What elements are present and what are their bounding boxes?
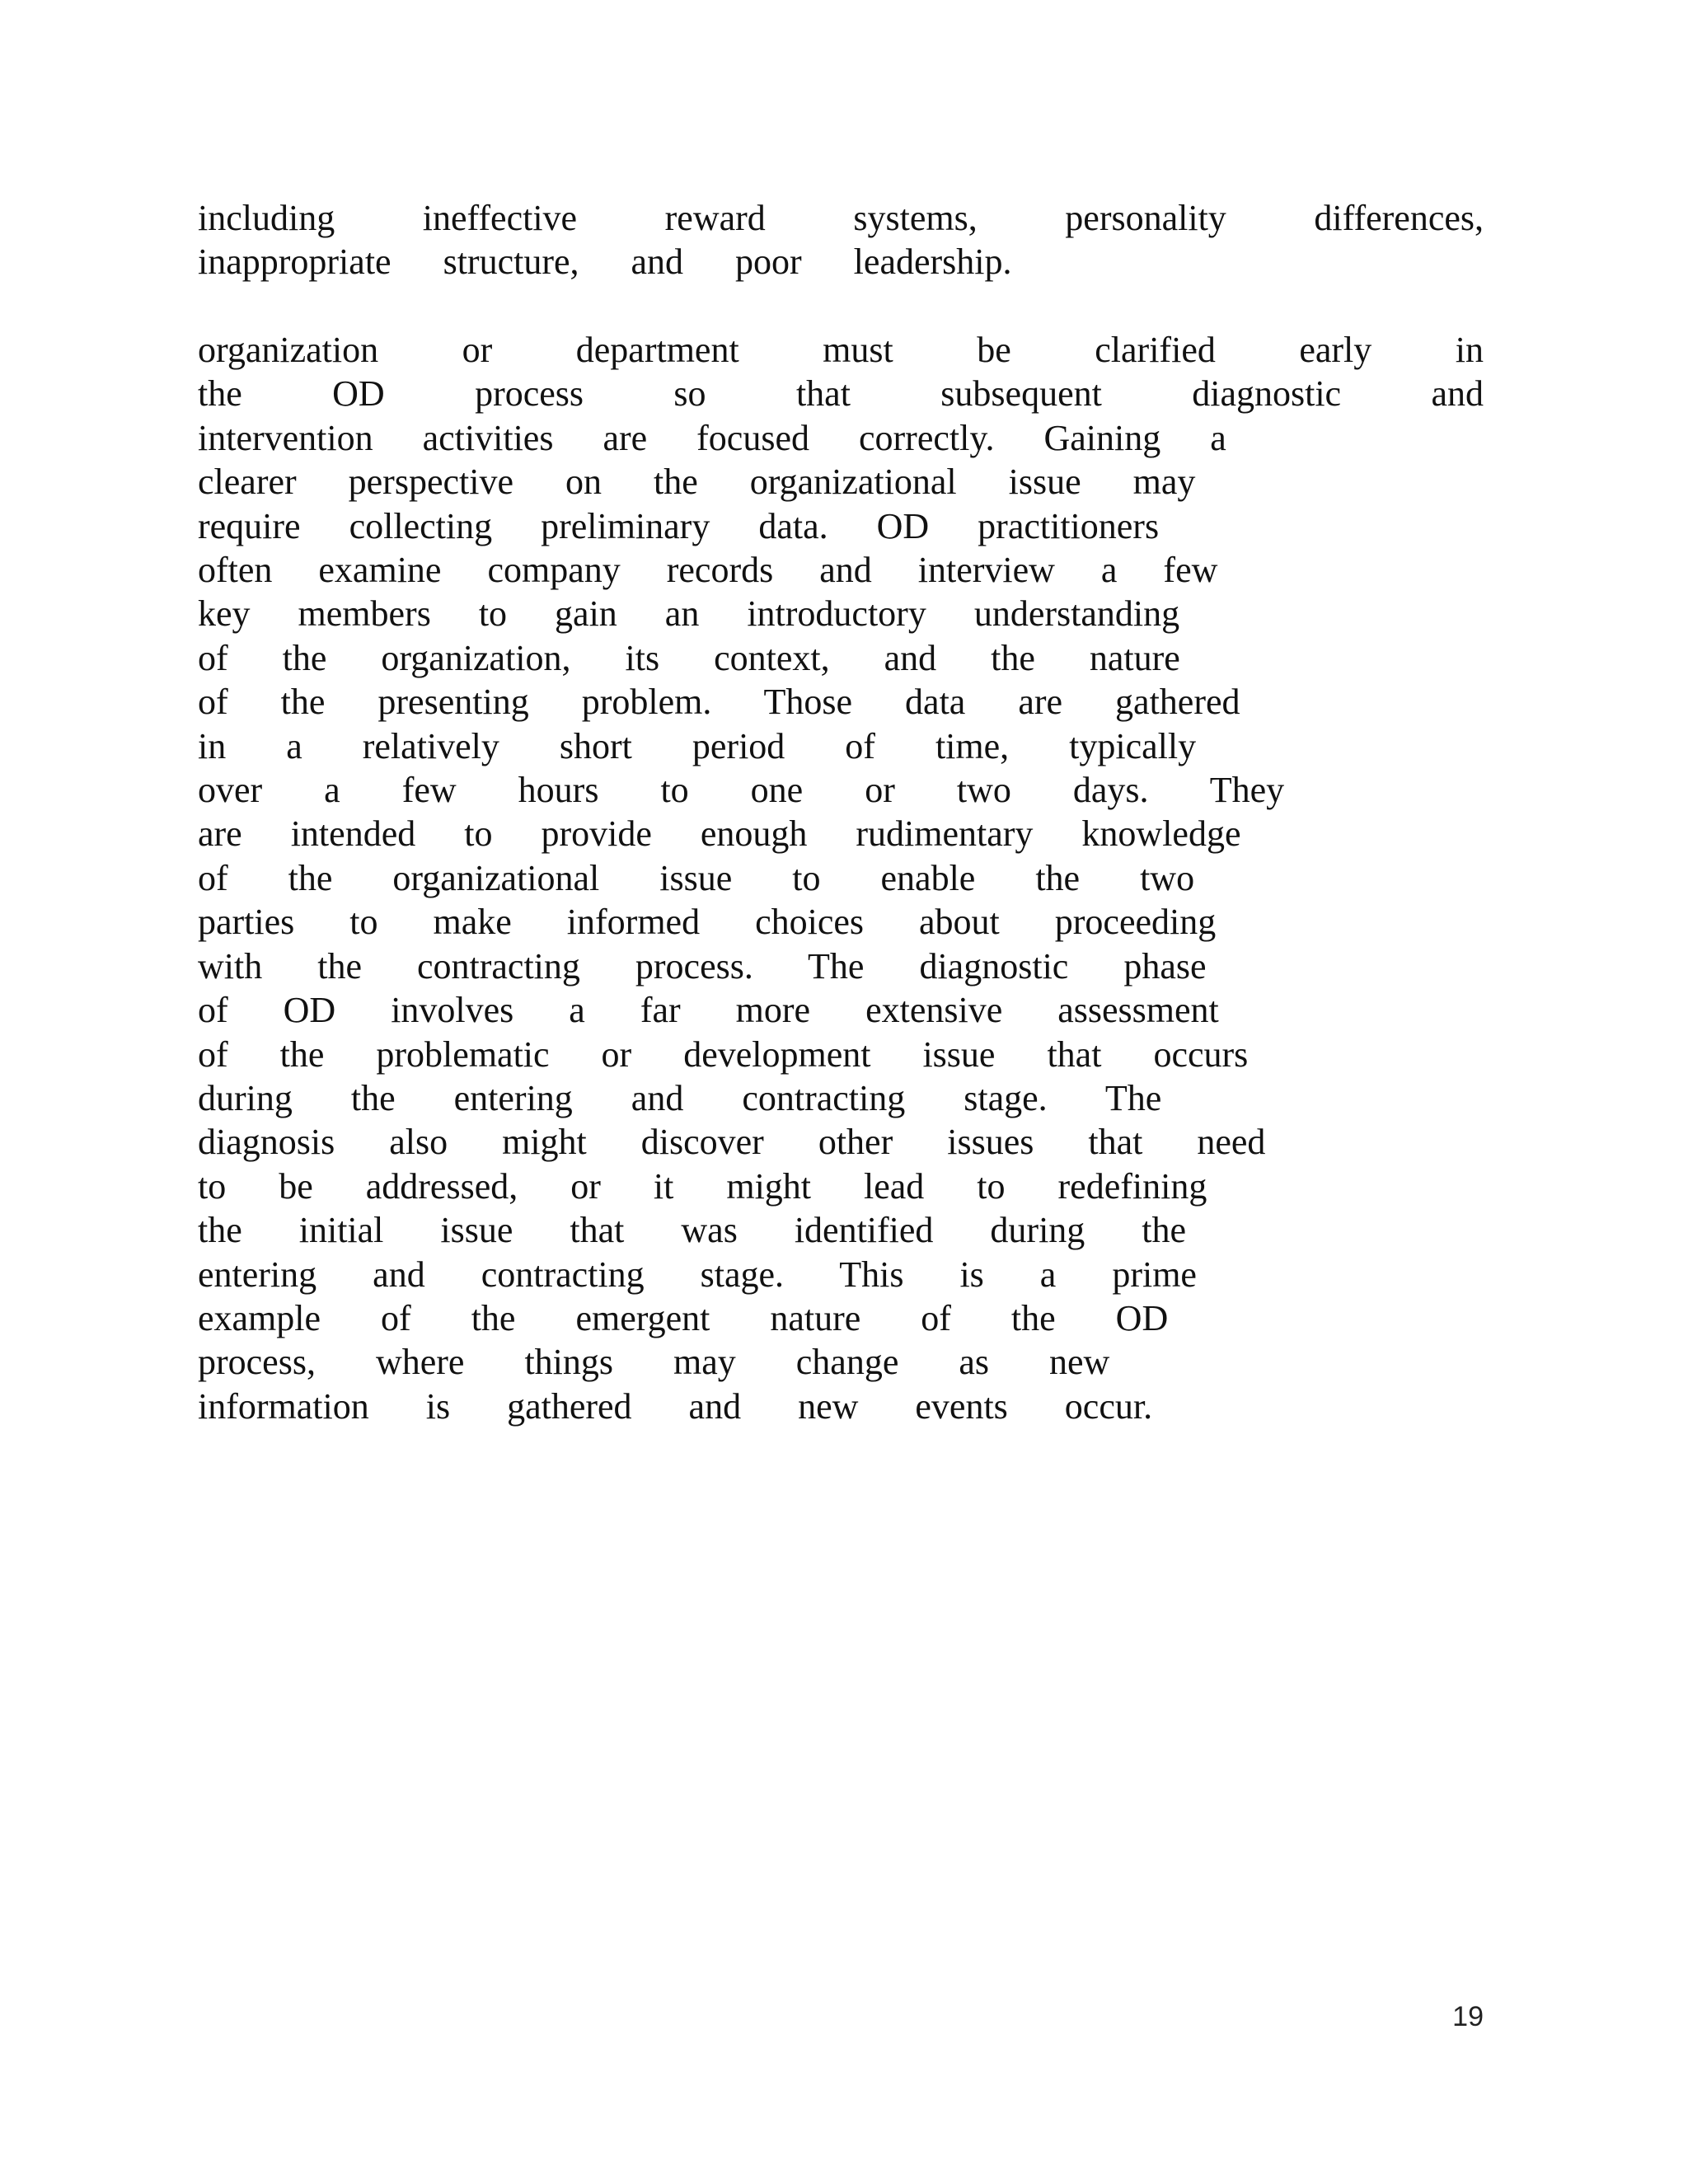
text-line: with the contracting process. The diagnostic phase (198, 945, 1207, 987)
text-line: information is gathered and new events occur. (198, 1385, 1153, 1427)
text-line: parties to make informed choices about proceeding (198, 902, 1217, 943)
text-line: the initial issue that was identified during the (198, 1210, 1187, 1251)
text-line: clearer perspective on the organizational issue may (198, 462, 1196, 503)
text-line: entering and contracting stage. This is a prime (198, 1254, 1197, 1295)
text-line: organization or department must be clarified early in (198, 330, 1484, 370)
text-line: including ineffective reward systems, personality differences, (198, 198, 1484, 238)
page-number: 19 (1452, 2001, 1484, 2032)
text-line: the OD process so that subsequent diagnostic and (198, 373, 1484, 415)
text-line: of the problematic or development issue that occurs (198, 1033, 1249, 1075)
text-line: of the organizational issue to enable the two (198, 857, 1195, 898)
text-line: are intended to provide enough rudimentary knowledge (198, 813, 1241, 855)
text-line: example of the emergent nature of the OD (198, 1297, 1169, 1338)
text-line: of OD involves a far more extensive assessment (198, 990, 1219, 1031)
text-line: in a relatively short period of time, typically (198, 725, 1197, 766)
text-line: intervention activities are focused correctly. Gaining a (198, 417, 1226, 458)
text-line: require collecting preliminary data. OD practitioners (198, 505, 1160, 546)
text-line: process, where things may change as new (198, 1342, 1110, 1383)
text-line: inappropriate structure, and poor leadership. (198, 241, 1012, 283)
paragraph-2 (198, 328, 1484, 1428)
text-line: of the presenting problem. Those data are gathered (198, 682, 1240, 723)
text-line: diagnosis also might discover other issues that need (198, 1122, 1266, 1163)
paragraph-1 (198, 196, 1484, 284)
text-line: to be addressed, or it might lead to redefining (198, 1165, 1207, 1207)
text-line: during the entering and contracting stage. The (198, 1077, 1162, 1118)
text-line: of the organization, its context, and the nature (198, 637, 1180, 678)
text-line: over a few hours to one or two days. They (198, 770, 1285, 811)
text-line: key members to gain an introductory understanding (198, 593, 1180, 635)
text-line: often examine company records and interview a few (198, 550, 1218, 591)
